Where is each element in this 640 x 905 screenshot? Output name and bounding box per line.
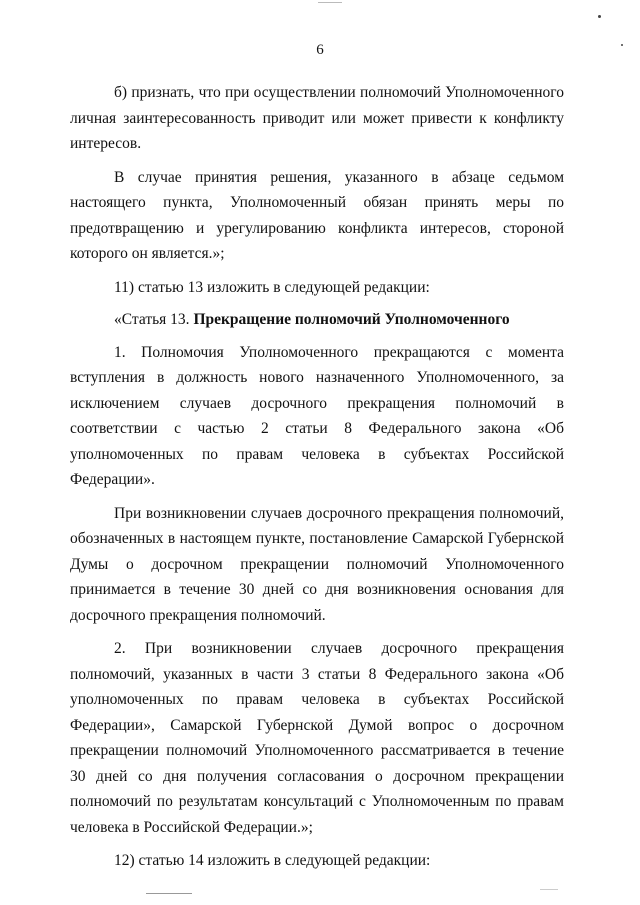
scan-mark bbox=[540, 889, 558, 890]
page-number: 6 bbox=[316, 42, 324, 58]
document-body bbox=[70, 80, 564, 882]
scan-speck bbox=[598, 15, 601, 18]
scan-speck bbox=[621, 44, 623, 46]
article-prefix: «Статья 13. bbox=[114, 311, 194, 328]
article-13-part-1: 1. Полномочия Уполномоченного прекращаются с момента вступления в должность нового назначенного Уполномоченного, за исключением случаев досрочного прекращения полномочий в соответствии с частью 2 статьи 8 Федерального закона «Об уполномоченных по правам человека в субъектах Российской Федерации». bbox=[70, 343, 564, 488]
paragraph-conflict-measures: В случае принятия решения, указанного в абзаце седьмом настоящего пункта, Уполномоченный обязан принять меры по предотвращению и урегулированию конфликта интересов, стороной которого он является.»; bbox=[70, 168, 564, 262]
scan-mark bbox=[146, 893, 192, 894]
paragraph-conflict-item-b: б) признать, что при осуществлении полномочий Уполномоченного личная заинтересованность приводит или может привести к конфликту интересов. bbox=[70, 84, 564, 152]
paragraph-amendment-12: 12) статью 14 изложить в следующей редакции: bbox=[114, 852, 431, 869]
paragraph-amendment-11: 11) статью 13 изложить в следующей редакции: bbox=[114, 278, 430, 296]
scan-mark bbox=[318, 2, 342, 3]
article-13-part-2: 2. При возникновении случаев досрочного прекращения полномочий, указанных в части 3 статьи 8 Федерального закона «Об уполномоченных по правам человека в субъектах Российской Федерации», Самарской Губернской Думой вопрос о досрочном прекращении полномочий Уполномоченного рассматривается в течение 30 дней со дня получения согласования о досрочном прекращении полномочий по результатам консультаций с Уполномоченным по правам человека в Российской Федерации.»; bbox=[70, 640, 564, 836]
article-13-heading bbox=[70, 307, 564, 333]
article-13-part-1-continued: При возникновении случаев досрочного прекращения полномочий, обозначенных в настоящем пункте, постановление Самарской Губернской Думы о досрочном прекращении полномочий Уполномоченного принимается в течение 30 дней со дня возникновения основания для досрочного прекращения полномочий. bbox=[70, 504, 564, 624]
article-title: Прекращение полномочий Уполномоченного bbox=[193, 311, 510, 328]
